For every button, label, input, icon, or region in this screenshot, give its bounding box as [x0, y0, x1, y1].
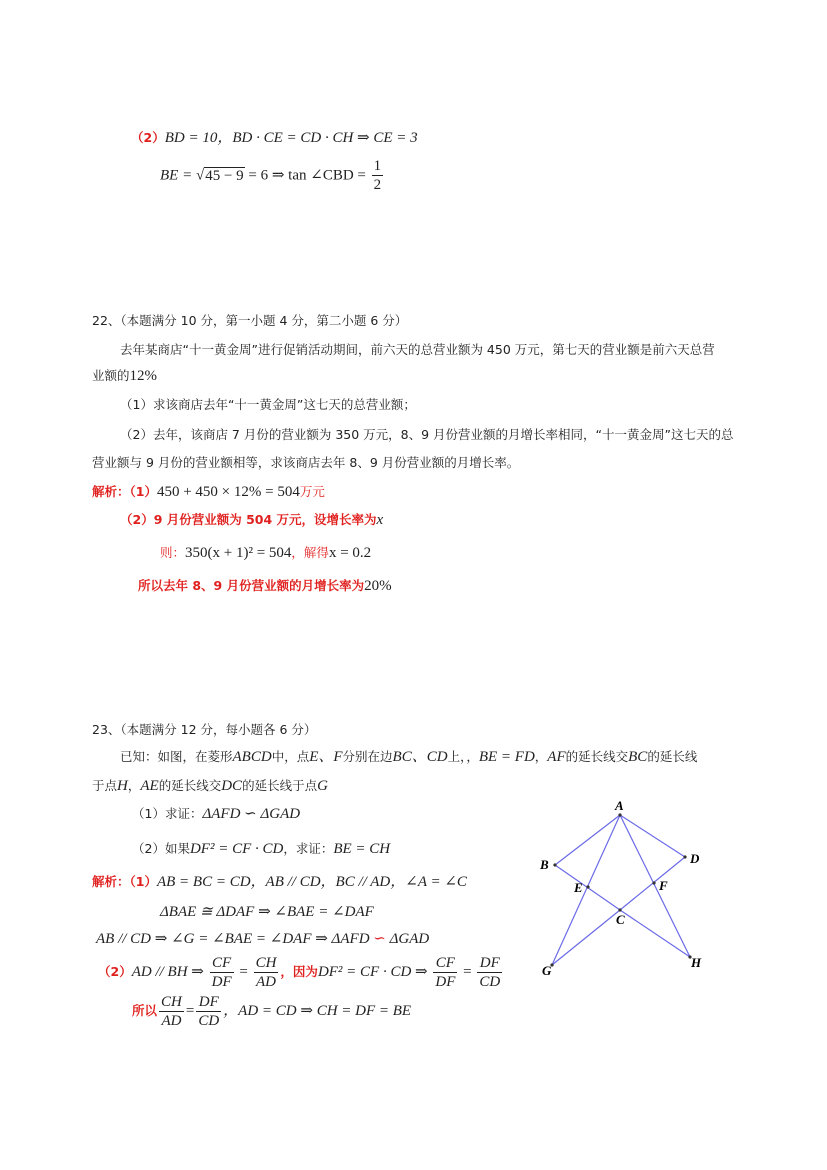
q23-header: 23、（本题满分 12 分，每小题各 6 分）	[92, 722, 317, 737]
q22-sub2-line2: 营业额与 9 月份的营业额相等，求该商店去年 8、9 月份营业额的月增长率。	[92, 455, 520, 470]
q22-header: 22、（本题满分 10 分，第一小题 4 分，第二小题 6 分）	[92, 313, 408, 328]
rhombus-figure	[530, 795, 720, 985]
q23-sub1: （1）求证：ΔAFD ∽ ΔGAD	[132, 806, 301, 822]
q23-solution-4: （2）AD // BH ⇒ $\frac{CF}{DF}$ = $\frac{CH}{AD}$ ，因为DF² = CF · CD ⇒ $\frac{CF}{DF}$ = $\frac{DF}{CD}$	[98, 954, 501, 990]
q22-stem-1: 去年某商店“十一黄金周”进行促销活动期间，前六天的总营业额为 450 万元，第七天的营业额是前六天总营	[120, 342, 715, 357]
q23-solution-3: AB // CD ⇒ ∠G = ∠BAE = ∠DAF ⇒ ΔAFD ∽ ΔGAD	[96, 931, 430, 947]
label-B: B	[540, 857, 549, 872]
q21-part2-label: （2）	[131, 130, 165, 145]
q23-stem-2: 于点H，AE的延长线交DC的延长线于点G	[92, 778, 328, 794]
q22-sub1: （1）求该商店去年“十一黄金周”这七天的总营业额；	[120, 397, 416, 412]
label-C: C	[616, 912, 625, 927]
q22-solution-2: （2）9 月份营业额为 504 万元，设增长率为x	[120, 512, 384, 528]
label-F: F	[659, 878, 668, 893]
q21-part2-line1: （2）BD = 10，BD · CE = CD · CH ⇒ CE = 3	[131, 130, 418, 146]
q22-solution-1: 解析：（1）450 + 450 × 12% = 504万元	[92, 484, 325, 500]
q23-solution-5: 所以 $\frac{CH}{AD}$ = $\frac{DF}{CD}$ ，AD = CD ⇒ CH = DF = BE	[132, 993, 412, 1029]
q23-sub2: （2）如果DF² = CF · CD，求证：BE = CH	[132, 841, 391, 857]
label-D: D	[690, 851, 700, 866]
q23-solution-1: 解析：（1）AB = BC = CD，AB // CD，BC // AD，∠A = ∠C	[92, 874, 467, 890]
q22-sub2-line1: （2）去年，该商店 7 月份的营业额为 350 万元，8、9 月份营业额的月增长率相同，“十一黄金周”这七天的总	[120, 427, 734, 442]
q21-part2-line2: BE = √45 − 9 = 6 ⇒ tan ∠CBD = $\frac{1}{2}$	[160, 158, 382, 193]
q22-stem-2: 业额的12%	[92, 368, 158, 384]
figure-lines	[552, 815, 690, 965]
q21-fraction: $\frac{1}{2}$	[373, 158, 382, 193]
q23-stem-1: 已知：如图，在菱形ABCD中，点E、F分别在边BC、CD上，，BE = FD，AF的延长线交BC的延长线	[120, 749, 698, 765]
label-E: E	[574, 880, 583, 895]
label-H: H	[691, 955, 702, 970]
label-A: A	[615, 798, 624, 813]
q22-solution-3: 则：350(x + 1)² = 504，解得x = 0.2	[160, 545, 372, 561]
q22-solution-4: 所以去年 8、9 月份营业额的月增长率为20%	[138, 578, 392, 594]
q23-solution-2: ΔBAE ≅ ΔDAF ⇒ ∠BAE = ∠DAF	[160, 904, 374, 920]
label-G: G	[542, 963, 552, 978]
